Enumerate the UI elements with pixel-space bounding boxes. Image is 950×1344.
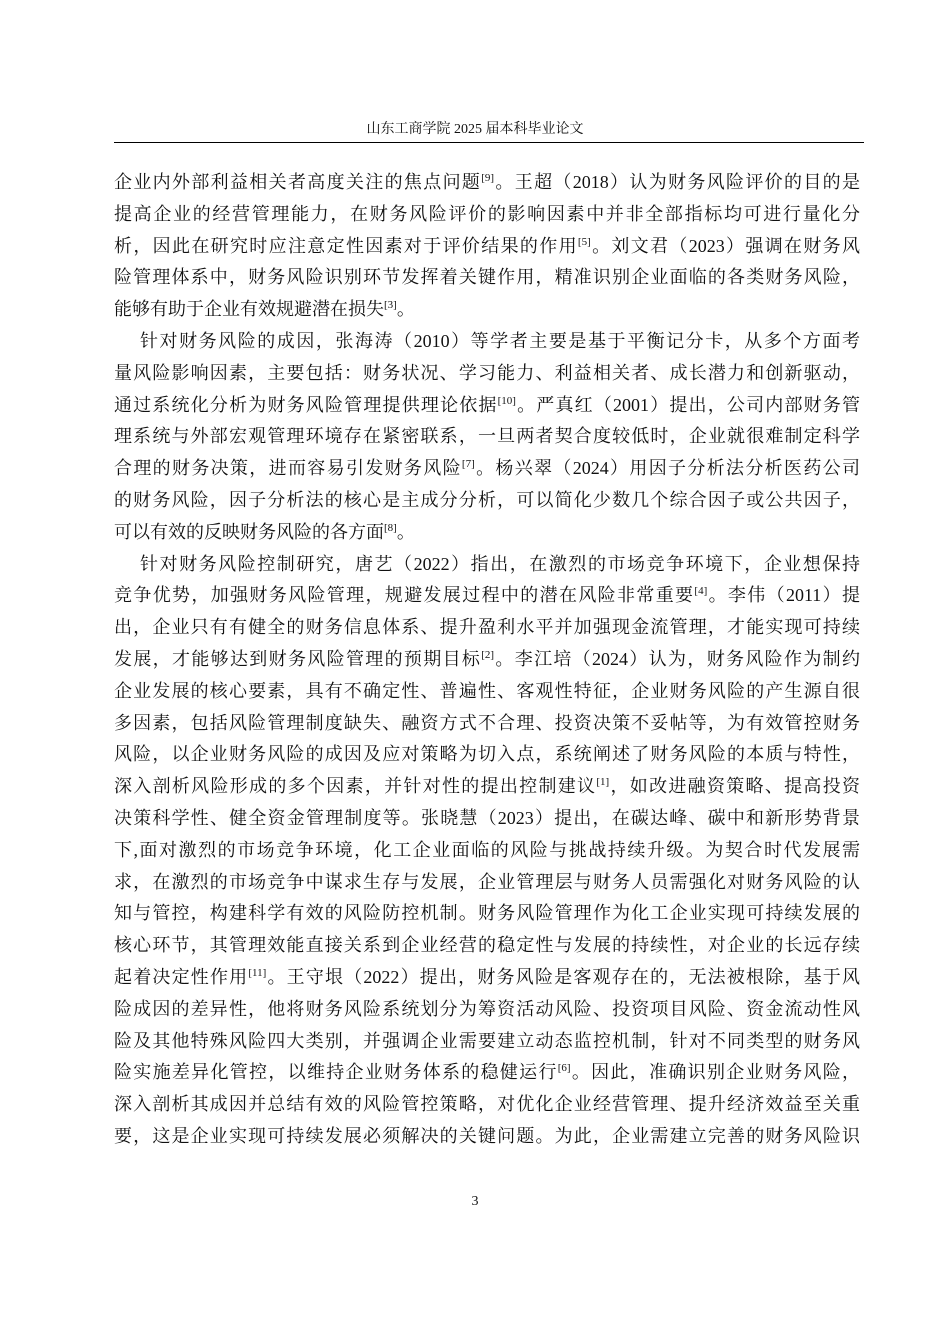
text-line [114,1026,860,1058]
citation-ref[interactable]: [4] [694,585,708,598]
text-run: 。杨兴翠（2024）用因子分析法分析医药公司 [474,458,860,479]
text-run: 。王守垠（2022）提出，财务风险是客观存在的，无法被根除，基于风 [266,966,861,987]
citation-ref[interactable]: [9] [481,172,495,184]
text-run: 起着决定性作用 [114,966,249,987]
text-line [114,549,860,581]
text-run: 。因此，准确识别企业财务风险， [570,1062,861,1083]
text-run: 合理的财务决策，进而容易引发财务风险 [114,458,462,479]
text-run: 量风险影响因素，主要包括：财务状况、学习能力、利益相关者、成长潜力和创新驱动， [114,362,860,383]
text-run: 针对财务风险控制研究，唐艺（2022）指出，在激烈的市场竞争环境下，企业想保持 [140,553,860,574]
citation-ref[interactable]: [1] [596,776,610,789]
text-run: 通过系统化分析为财务风险管理提供理论依据 [114,394,498,415]
citation-ref[interactable]: [7] [461,458,475,471]
text-run: 求，在激烈的市场竞争中谋求生存与发展，企业管理层与财务人员需强化对财务风险的认 [114,871,860,892]
paragraph [114,326,860,549]
text-line [114,485,860,517]
text-line [114,390,860,422]
text-run: 企业内外部利益相关者高度关注的焦点问题 [114,172,482,192]
text-line [114,1057,860,1089]
text-line [114,199,860,231]
text-line [114,771,860,803]
text-line [114,612,860,644]
text-run: 多因素，包括风险管理制度缺失、融资方式不合理、投资决策不妥帖等，为有效管控财务 [114,712,860,733]
text-run: 深入剖析其成因并总结有效的风险管控策略，对优化企业经营管理、提升经济效益至关重 [114,1094,860,1115]
citation-ref[interactable]: [2] [481,648,495,661]
text-run: 提高企业的经营管理能力，在财务风险评价的影响因素中并非全部指标均可进行量化分 [114,203,860,224]
text-run: 。 [396,521,415,542]
citation-ref[interactable]: [3] [384,299,397,312]
text-line [114,580,860,612]
text-run: 发展，才能够达到财务风险管理的预期目标 [114,648,482,669]
text-run: 竞争优势，加强财务风险管理，规避发展过程中的潜在风险非常重要 [114,585,695,606]
text-run: 析，因此在研究时应注意定性因素对于评价结果的作用 [114,235,578,256]
citation-ref[interactable]: [5] [577,235,591,248]
text-run: 风险，以企业财务风险的成因及应对策略为切入点，系统阐述了财务风险的本质与特性， [114,744,860,765]
text-line [114,708,860,740]
text-line [114,867,860,899]
citation-ref[interactable]: [10] [497,394,516,407]
text-line [114,739,860,771]
text-run: 企业发展的核心要素，具有不确定性、普遍性、客观性特征，企业财务风险的产生源自很 [114,680,860,701]
page-number: 3 [471,1194,479,1209]
running-header: 山东工商学院 2025 届本科毕业论文 [366,122,584,137]
text-line [114,676,860,708]
text-run: 。刘文君（2023）强调在财务风 [590,235,861,256]
text-run: 能够有助于企业有效规避潜在损失 [114,299,384,320]
text-run: 要，这是企业实现可持续发展必须解决的关键问题。为此，企业需建立完善的财务风险识 [114,1125,860,1146]
text-run: 核心环节，其管理效能直接关系到企业经营的稳定性与发展的持续性，对企业的长远存续 [114,935,860,956]
text-run: 的财务风险，因子分析法的核心是主成分分析，可以简化少数几个综合因子或公共因子， [114,489,860,510]
text-run: 理系统与外部宏观管理环境存在紧密联系，一旦两者契合度较低时，企业就很难制定科学 [114,426,860,447]
text-run: 险实施差异化管控，以维持企业财务体系的稳健运行 [114,1062,558,1083]
text-line [114,421,860,453]
text-line [114,1121,860,1153]
text-run: 。王超（2018）认为财务风险评价的目的是 [494,172,860,192]
text-run: 险成因的差异性，他将财务风险系统划分为筹资活动风险、投资项目风险、资金流动性风 [114,998,860,1019]
text-line [114,835,860,867]
text-line [114,358,860,390]
text-run: 出，企业只有有健全的财务信息体系、提升盈利水平并加强现金流管理，才能实现可持续 [114,617,860,638]
text-run: 针对财务风险的成因，张海涛（2010）等学者主要是基于平衡记分卡，从多个方面考 [140,330,860,351]
text-run: ，如改进融资策略、提高投资 [609,776,861,797]
text-line [114,1089,860,1121]
text-run: 可以有效的反映财务风险的各方面 [114,521,384,542]
text-line [114,326,860,358]
text-line [114,262,860,294]
citation-ref[interactable]: [8] [384,521,397,534]
text-run: 决策科学性、健全资金管理制度等。张晓慧（2023）提出，在碳达峰、碳中和新形势背景 [114,807,860,828]
text-line [114,294,860,326]
text-run: 险管理体系中，财务风险识别环节发挥着关键作用，精准识别企业面临的各类财务风险， [114,267,860,288]
citation-ref[interactable]: [6] [557,1062,571,1075]
header-rule [114,142,864,143]
citation-ref[interactable]: [11] [248,966,267,979]
text-run: 知与管控，构建科学有效的风险防控机制。财务风险管理作为化工企业实现可持续发展的 [114,903,860,924]
text-line [114,231,860,263]
text-line [114,167,860,199]
text-run: 。严真红（2001）提出，公司内部财务管 [515,394,861,415]
text-run: 深入剖析风险形成的多个因素，并针对性的提出控制建议 [114,776,597,797]
text-line [114,962,860,994]
text-line [114,930,860,962]
text-line [114,453,860,485]
text-line [114,517,860,549]
text-line [114,644,860,676]
paragraph [114,167,860,326]
text-line [114,898,860,930]
paragraph [114,549,860,1153]
body-text [114,167,860,1153]
text-run: 下,面对激烈的市场竞争环境，化工企业面临的风险与挑战持续升级。为契合时代发展需 [114,839,860,860]
text-run: 险及其他特殊风险四大类别，并强调企业需要建立动态监控机制，针对不同类型的财务风 [114,1030,860,1051]
text-line [114,994,860,1026]
text-run: 。李伟（2011）提 [707,585,860,606]
text-run: 。 [396,299,415,320]
text-run: 。李江培（2024）认为，财务风险作为制约 [494,648,860,669]
text-line [114,803,860,835]
